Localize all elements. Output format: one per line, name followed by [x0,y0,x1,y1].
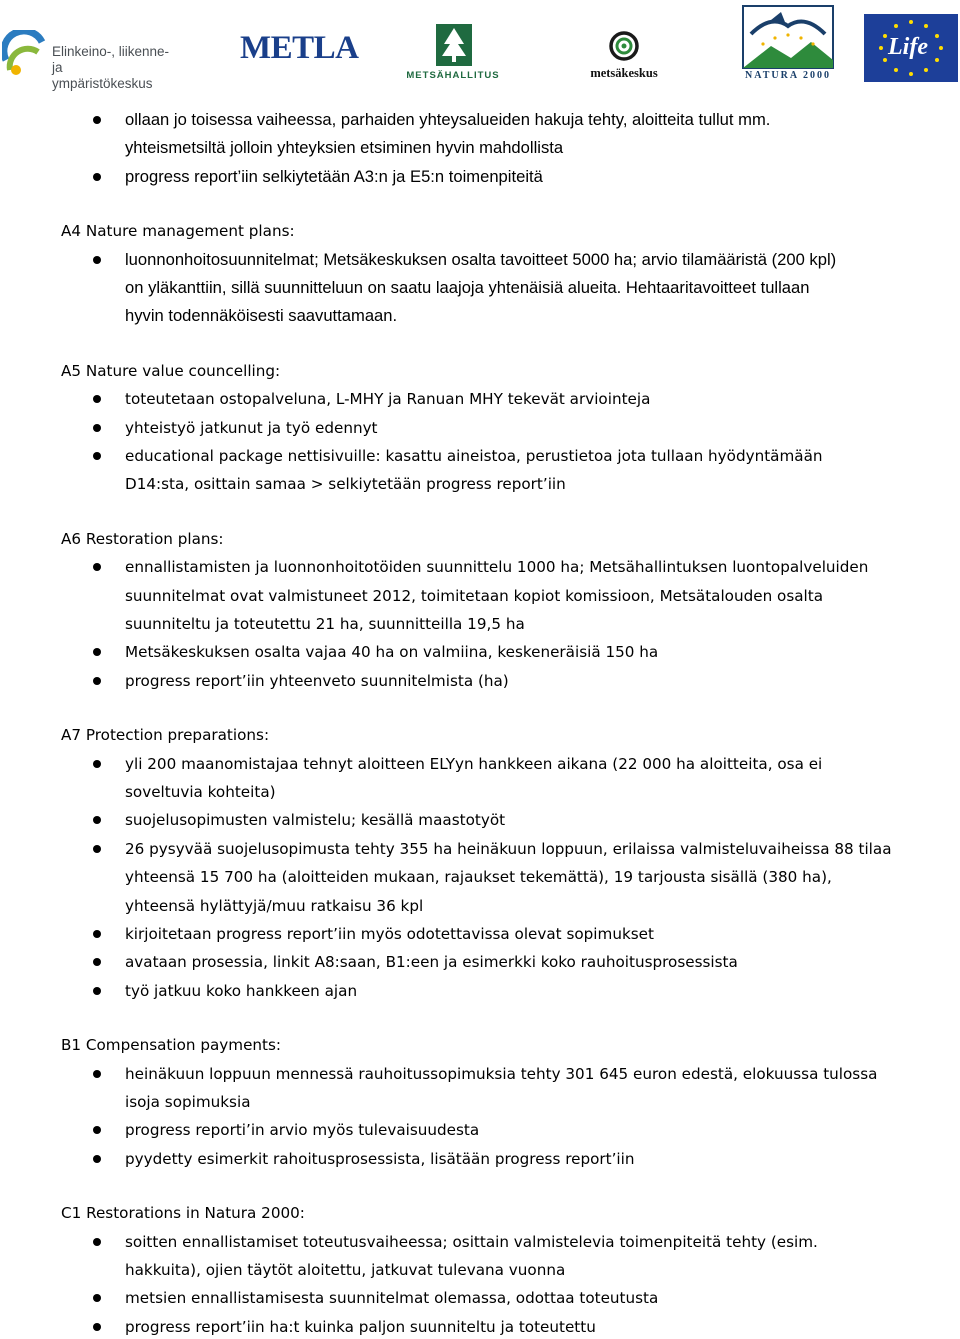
bullet-icon [93,760,101,768]
section-heading: B1 Compensation payments: [61,1036,282,1055]
bullet-icon [93,816,101,824]
eu-life-logo [864,14,958,82]
list-item-text: yhteensä 15 700 ha (aloitteiden mukaan, rajaukset tekemättä), 19 tarjousta sisällä (380 ha), [125,868,832,887]
bullet-icon [93,424,101,432]
bullet-icon [93,1126,101,1134]
list-item-text: yli 200 maanomistajaa tehnyt aloitteen ELYyn hankkeen aikana (22 000 ha aloitteita, osa ei [125,754,823,773]
bullet-icon [93,1238,101,1246]
section-heading: A6 Restoration plans: [61,529,224,548]
ely-logo [2,30,172,91]
natura-2000-logo [741,4,835,84]
list-item-text: suunnitelmat ovat valmistuneet 2012, toimitetaan kopiot komissioon, Metsätalouden osalta [125,586,824,605]
natura-emblem-icon [741,4,835,70]
list-item-text: hyvin todennäköisesti saavuttamaan. [125,306,398,326]
list-item-text: progress reporti’in arvio myös tulevaisuudesta [125,1121,480,1140]
bullet-icon [93,1070,101,1078]
list-item-text: toteutetaan ostopalveluna, L-MHY ja Ranuan MHY tekevät arviointeja [125,390,651,409]
metsahallitus-text: METSÄHALLITUS [406,70,500,81]
bullet-icon [93,958,101,966]
bullet-icon [93,1323,101,1331]
ely-line1: Elinkeino-, liikenne- ja [52,44,170,75]
bullet-icon [93,452,101,460]
target-emblem-icon [574,30,674,66]
section-heading: A7 Protection preparations: [61,726,270,745]
list-item-text: yhteensä hylättyjä/muu ratkaisu 36 kpl [125,896,424,915]
metla-logo: METLA [240,30,359,66]
list-item-text: suojelusopimusten valmistelu; kesällä maastotyöt [125,811,506,830]
list-item-text: progress report’iin selkiytetään A3:n ja E5:n toimenpiteitä [125,166,543,186]
list-item-text: metsien ennallistamisesta suunnitelmat olemassa, odottaa toteutusta [125,1289,659,1308]
list-item-text: 26 pysyvää suojelusopimusta tehty 355 ha heinäkuun loppuun, erilaissa valmisteluvaiheissa 88 tilaa [125,839,892,858]
list-item-text: soveltuvia kohteita) [125,783,276,801]
section-heading: A5 Nature value councelling: [61,361,281,380]
ely-emblem-icon [2,30,48,76]
bullet-icon [93,256,101,264]
metsakeskus-logo [574,30,674,82]
list-item-text: progress report’iin yhteenveto suunnitelmista (ha) [125,671,509,690]
list-item-text: hakkuita), ojien täytöt aloitettu, jatkuvat tulevana vuonna [125,1261,566,1279]
bullet-icon [93,563,101,571]
list-item-text: soitten ennallistamiset toteutusvaiheessa; osittain valmistelevia toimenpiteitä tehty (esim. [125,1232,818,1251]
ely-line2: ympäristökeskus [52,76,153,91]
list-item-text: progress report’iin ha:t kuinka paljon suunniteltu ja toteutettu [125,1317,596,1336]
list-item-text: kirjoitetaan progress report’iin myös odotettavissa olevat sopimukset [125,925,654,943]
bullet-icon [93,987,101,995]
list-item-text: työ jatkuu koko hankkeen ajan [125,981,358,1000]
section-heading: A4 Nature management plans: [61,222,295,241]
section-heading: C1 Restorations in Natura 2000: [61,1204,305,1223]
bullet-icon [93,845,101,853]
list-item-text: luonnonhoitosuunnitelmat; Metsäkeskuksen osalta tavoitteet 5000 ha; arvio tilamääristä (200 kpl) [125,249,837,269]
list-item-text: ennallistamisten ja luonnonhoitotöiden suunnittelu 1000 ha; Metsähallintuksen luontopalveluiden [125,558,869,577]
list-item-text: D14:sta, osittain samaa > selkiytetään progress report’iin [125,475,566,494]
list-item-text: pyydetty esimerkit rahoitusprosessista, lisätään progress report’iin [125,1149,635,1168]
list-item-text: suunniteltu ja toteutettu 21 ha, suunnitteilla 19,5 ha [125,615,525,633]
logo-header [0,0,960,90]
life-text: Life [888,34,928,60]
metsahallitus-logo [398,18,508,82]
list-item-text: isoja sopimuksia [125,1093,251,1111]
list-item-text: yhteismetsiltä jolloin yhteyksien etsiminen hyvin mahdollista [125,138,564,158]
list-item-text: Metsäkeskuksen osalta vajaa 40 ha on valmiina, keskeneräisiä 150 ha [125,643,659,662]
tree-emblem-icon [398,18,508,70]
list-item-text: yhteistyö jatkunut ja työ edennyt [125,418,378,437]
bullet-icon [93,1155,101,1163]
list-item-text: avataan prosessia, linkit A8:saan, B1:een ja esimerkki koko rauhoitusprosessista [125,953,738,972]
bullet-icon [93,677,101,685]
list-item-text: educational package nettisivuille: kasattu aineistoa, perustietoa jota tullaan hyödyntämään [125,447,823,465]
metsakeskus-text: metsäkeskus [590,66,658,80]
list-item-text: ollaan jo toisessa vaiheessa, parhaiden yhteysalueiden hakuja tehty, aloitteita tullut mm. [125,110,771,129]
list-item-text: heinäkuun loppuun mennessä rauhoitussopimuksia tehty 301 645 euron edestä, elokuussa tulossa [125,1064,878,1083]
bullet-icon [93,648,101,656]
bullet-icon [93,1294,101,1302]
ely-logo-text [52,44,172,92]
bullet-icon [93,395,101,403]
bullet-icon [93,116,101,124]
list-item-text: on yläkanttiin, sillä suunnitteluun on saatu laajoja yhtenäisiä alueita. Hehtaaritavoitteet tullaan [125,278,810,297]
natura-text: NATURA 2000 [745,70,831,81]
bullet-icon [93,930,101,938]
bullet-icon [93,173,101,181]
